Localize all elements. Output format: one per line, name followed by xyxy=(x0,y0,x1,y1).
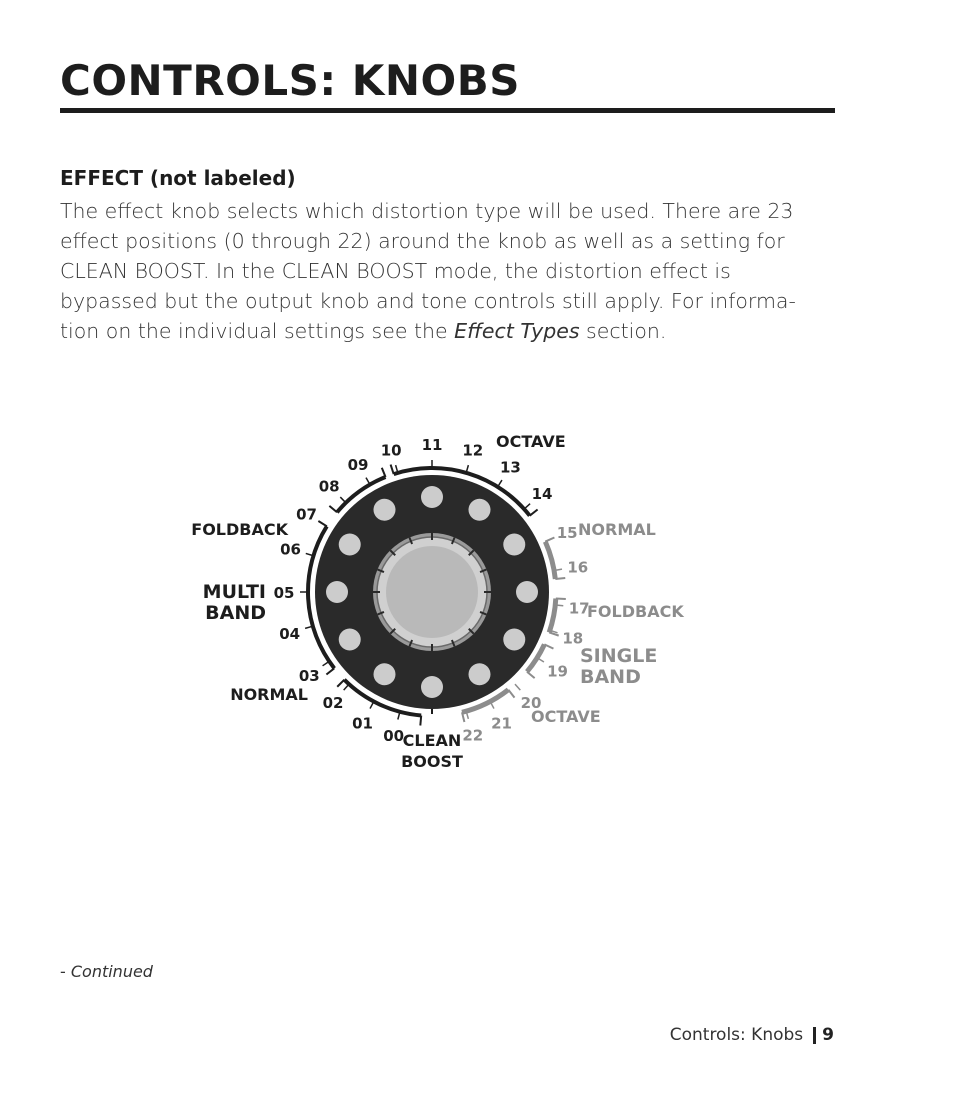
group-arc-end xyxy=(329,506,337,512)
group-arc-end xyxy=(555,578,565,579)
group-arc-end xyxy=(391,465,394,475)
page-footer xyxy=(670,1025,834,1045)
knob-grip-dot xyxy=(374,499,396,521)
page-number: 9 xyxy=(822,1025,834,1045)
position-number: 19 xyxy=(547,662,568,681)
position-number: 11 xyxy=(421,436,443,454)
position-number: 18 xyxy=(562,629,584,648)
knob-grip-dot xyxy=(469,499,491,521)
position-tick xyxy=(524,504,530,509)
group-label-single-band: BAND xyxy=(580,666,641,688)
group-arc-end xyxy=(508,690,514,698)
position-tick xyxy=(555,605,563,606)
body-line: The effect knob selects which distortion type will be used. There are 23 xyxy=(60,199,794,223)
footer-section-label: Controls: Knobs xyxy=(669,1025,804,1045)
position-number: 13 xyxy=(499,458,521,477)
footer-divider xyxy=(813,1027,816,1044)
knob-grip-dot xyxy=(421,676,443,698)
position-tick xyxy=(344,684,349,690)
knob-grip-dot xyxy=(374,663,396,685)
knob-grip-dot xyxy=(339,629,361,651)
group-arc-end xyxy=(530,510,538,516)
position-number: 09 xyxy=(347,455,369,474)
body-text-fragment: tion on the individual settings see the xyxy=(60,319,455,343)
position-tick xyxy=(323,661,330,665)
group-arc-end xyxy=(556,598,566,599)
knob-grip-dot xyxy=(339,534,361,556)
position-tick xyxy=(515,684,520,690)
clean-boost-label: CLEAN xyxy=(402,731,462,750)
position-number: 07 xyxy=(296,505,317,524)
section-heading: EFFECT (not labeled) xyxy=(60,166,296,190)
body-text-fragment: section. xyxy=(579,319,667,343)
knob-grip-dot xyxy=(503,629,525,651)
position-number: 16 xyxy=(567,558,589,577)
group-label-multi-band: BAND xyxy=(205,602,266,624)
position-tick xyxy=(545,538,552,541)
knob-grip-dot xyxy=(516,581,538,603)
knob xyxy=(315,475,549,709)
group-arc-end xyxy=(527,672,535,678)
position-number: 20 xyxy=(520,694,542,712)
title-rule xyxy=(60,108,835,113)
group-label-multi-band: MULTI xyxy=(202,581,266,603)
position-number: 12 xyxy=(462,441,484,460)
group-arc xyxy=(549,599,556,633)
body-paragraph xyxy=(60,196,840,346)
knob-grip-dot xyxy=(326,581,348,603)
position-number: 15 xyxy=(556,523,578,542)
effect-knob-diagram xyxy=(180,425,720,785)
body-line: effect positions (0 through 22) around the knob as well as a setting for xyxy=(60,229,785,253)
position-number: 03 xyxy=(298,666,320,685)
position-number: 01 xyxy=(352,714,373,733)
group-label-foldback: FOLDBACK xyxy=(191,520,288,539)
position-number: 22 xyxy=(462,726,484,745)
page-title: CONTROLS: KNOBS xyxy=(60,56,520,105)
knob-cap xyxy=(386,546,478,638)
continued-dash: - xyxy=(60,962,71,981)
position-tick xyxy=(340,497,346,503)
position-number: 14 xyxy=(531,485,553,503)
position-number: 06 xyxy=(280,540,301,559)
knob-grip-dot xyxy=(503,534,525,556)
position-number: 21 xyxy=(491,714,512,733)
knob-grip-dot xyxy=(469,663,491,685)
group-label-normal: NORMAL xyxy=(230,685,308,704)
group-label-octave-single: OCTAVE xyxy=(531,707,601,726)
group-arc-end xyxy=(420,716,421,726)
body-line xyxy=(60,316,840,346)
body-line: bypassed but the output knob and tone controls still apply. For informa- xyxy=(60,289,796,313)
position-tick xyxy=(320,522,327,526)
position-number: 05 xyxy=(273,584,295,602)
position-number: 00 xyxy=(383,727,405,745)
group-arc-end xyxy=(326,668,334,674)
continued-note xyxy=(60,962,153,981)
clean-boost-label: BOOST xyxy=(401,752,463,771)
knob-grip-dot xyxy=(421,486,443,508)
effect-types-reference: Effect Types xyxy=(454,319,580,343)
position-number: 04 xyxy=(279,624,301,643)
position-number: 10 xyxy=(380,441,402,460)
group-arc-end xyxy=(337,680,344,687)
position-number: 17 xyxy=(568,599,590,618)
group-label-foldback-single: FOLDBACK xyxy=(587,602,684,621)
position-number: 02 xyxy=(322,694,344,712)
group-label-octave: OCTAVE xyxy=(496,432,566,451)
body-line: CLEAN BOOST. In the CLEAN BOOST mode, the distortion effect is xyxy=(60,259,731,283)
group-label-single-band: SINGLE xyxy=(580,645,658,667)
position-number: 08 xyxy=(318,477,340,496)
continued-text: Continued xyxy=(70,962,153,981)
group-label-normal-single: NORMAL xyxy=(578,520,656,539)
